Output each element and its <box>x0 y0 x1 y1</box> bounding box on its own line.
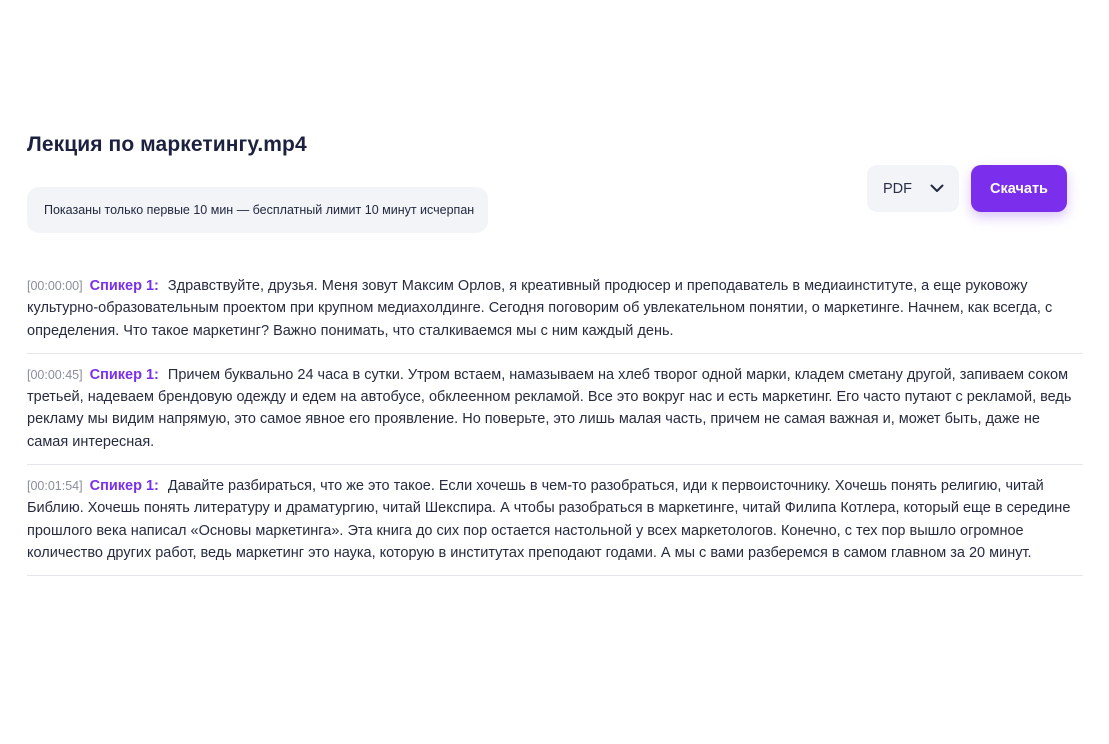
segment-speaker: Спикер 1: <box>89 478 159 495</box>
page-title: Лекция по маркетингу.mp4 <box>27 133 307 156</box>
transcript-page <box>27 0 1083 744</box>
format-select[interactable] <box>867 165 959 212</box>
segment-speaker: Спикер 1: <box>89 278 159 294</box>
transcript-segment <box>27 465 1083 576</box>
format-select-value: PDF <box>883 180 912 197</box>
segment-text: Давайте разбираться, что же это такое. Если хочешь в чем-то разобраться, иди к первоисточнику. Хочешь понять религию, читай Библию. Хочешь понять литературу и драматургию, читай Шекспира. А чтобы разобраться в маркетинге, читай Филипа Котлера, который еще в середине прошлого века написал «Основы маркетинга». Эта книга до сих пор остается настольной у всех маркетологов. Конечно, с тех пор вышло огромное количество других работ, ведь маркетинг это наука, которую в институтах преподают годами. А мы с вами разберемся в самом главном за 20 минут. <box>27 478 1071 561</box>
segment-text: Здравствуйте, друзья. Меня зовут Максим Орлов, я креативный продюсер и преподаватель в медиаинституте, а еще руковожу культурно-образовательным проектом при крупном медиахолдинге. Сегодня поговорим об увлекательном понятии, о маркетинге. Начнем, как всегда, с определения. Что такое маркетинг? Важно понимать, что сталкиваемся мы с ним каждый день. <box>27 278 1053 339</box>
segment-speaker: Спикер 1: <box>89 366 159 383</box>
segment-text: Причем буквально 24 часа в сутки. Утром встаем, намазываем на хлеб творог одной марки, кладем сметану другой, запиваем соком третьей, надеваем брендовую одежду и едем на автобусе, обклеенном рекламой. Все это вокруг нас и есть маркетинг. Его часто путают с рекламой, ведь рекламу мы видим напрямую, это самое явное его проявление. Но поверьте, это лишь малая часть, причем не самая важная и, может быть, даже не самая интересная. <box>27 366 1072 450</box>
segment-timestamp[interactable]: [00:00:45] <box>27 367 83 382</box>
limit-notice-text: Показаны только первые 10 мин — бесплатный лимит 10 минут исчерпан <box>44 203 475 217</box>
segment-timestamp[interactable]: [00:01:54] <box>27 479 83 494</box>
download-button[interactable]: Скачать <box>971 165 1067 212</box>
segment-timestamp[interactable]: [00:00:00] <box>27 279 83 293</box>
limit-notice <box>27 187 488 233</box>
transcript-segment <box>27 354 1083 465</box>
transcript-list <box>27 265 1083 576</box>
chevron-down-icon <box>930 184 944 193</box>
transcript-segment <box>27 265 1083 354</box>
